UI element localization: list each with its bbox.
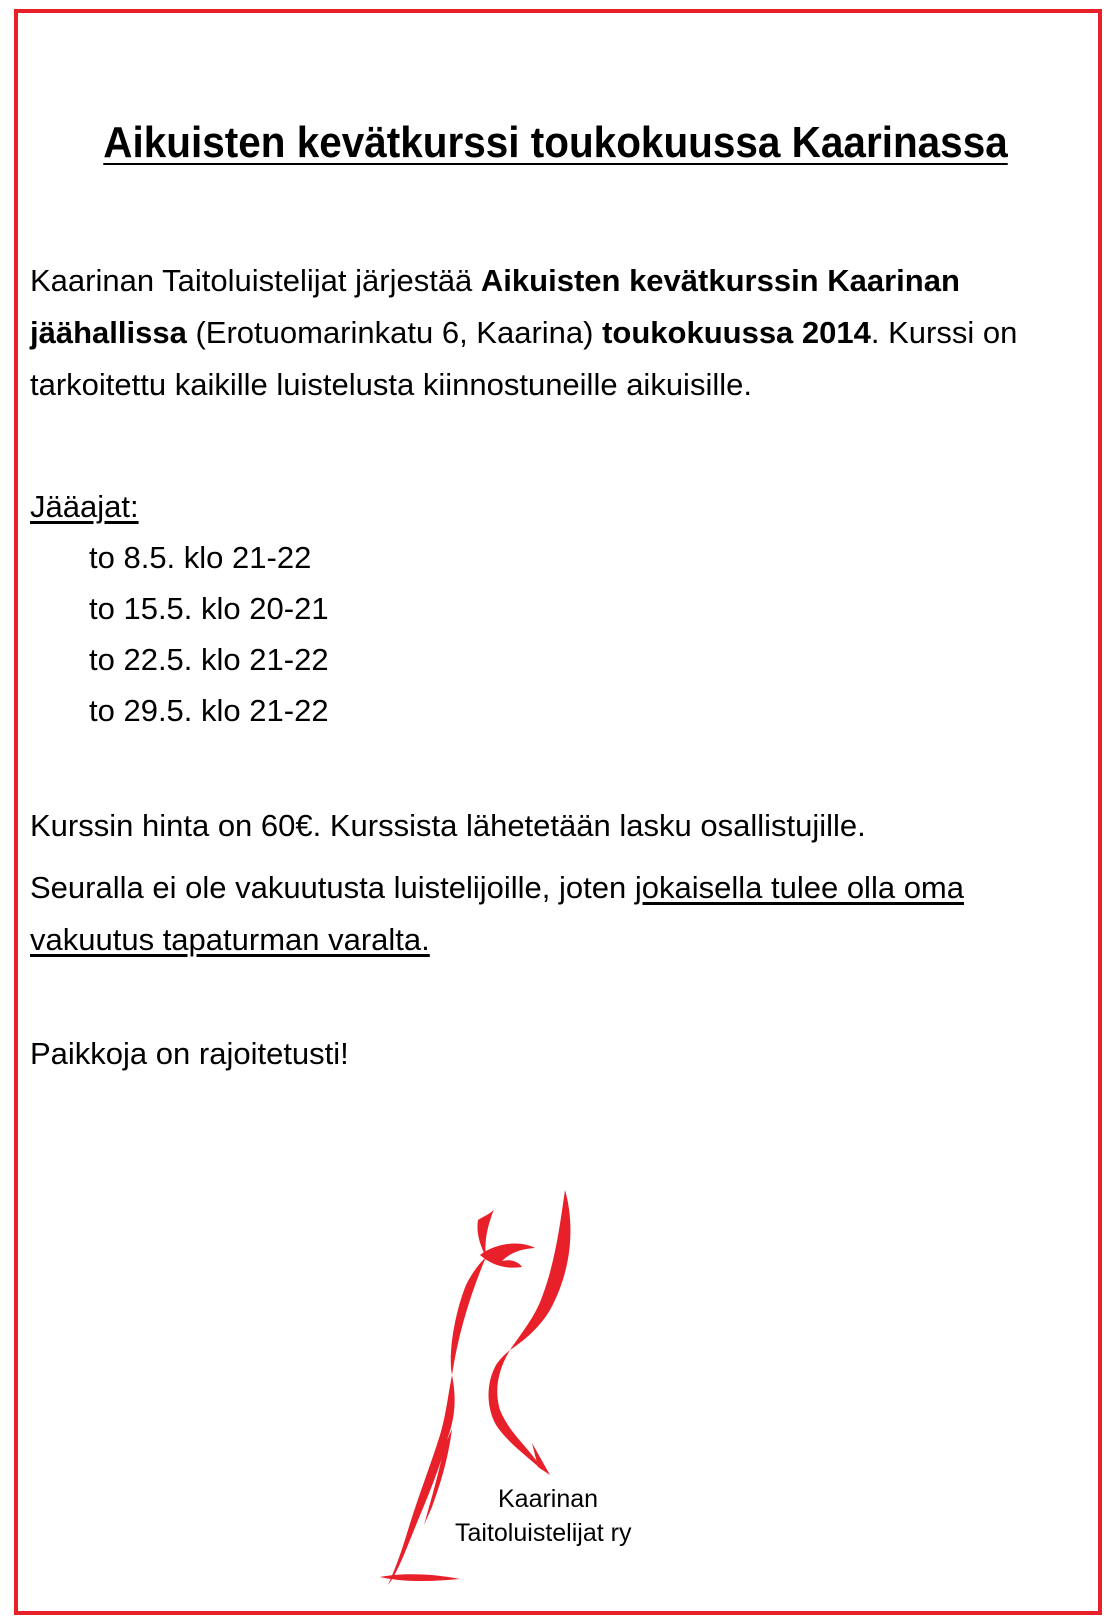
ice-times-label: Jääajat: [30,489,139,524]
insurance-text: Seuralla ei ole vakuutusta luistelijoille, joten [30,870,635,905]
ice-time-item: to 29.5. klo 21-22 [89,693,329,728]
ice-time-item: to 15.5. klo 20-21 [89,591,329,626]
price-paragraph: Kurssin hinta on 60€. Kurssista lähetetään lasku osallistujille. [30,808,866,843]
logo-text-line-1: Kaarinan [498,1485,599,1513]
logo-text-line-2: Taitoluistelijat ry [455,1519,632,1547]
ice-time-item: to 8.5. klo 21-22 [89,540,312,575]
intro-text-2: (Erotuomarinkatu 6, Kaarina) [186,315,603,350]
ice-times-list [89,532,329,736]
page-title: Aikuisten kevätkurssi toukokuussa Kaarinassa [103,118,1008,167]
places-notice: Paikkoja on rajoitetusti! [30,1036,349,1071]
intro-paragraph [30,255,1090,411]
intro-text-1: Kaarinan Taitoluistelijat järjestää [30,263,481,298]
intro-text-3: . Kurssi on tarkoitettu kaikille luistelusta kiinnostuneille aikuisille. [30,315,1018,402]
insurance-underlined-text: jokaisella tulee olla oma vakuutus tapaturman varalta. [30,870,964,957]
intro-bold-course: Aikuisten kevätkurssin Kaarinan jäähallissa [30,263,960,350]
ice-time-item: to 22.5. klo 21-22 [89,642,329,677]
intro-bold-date: toukokuussa 2014 [602,315,871,350]
insurance-paragraph [30,862,1090,966]
